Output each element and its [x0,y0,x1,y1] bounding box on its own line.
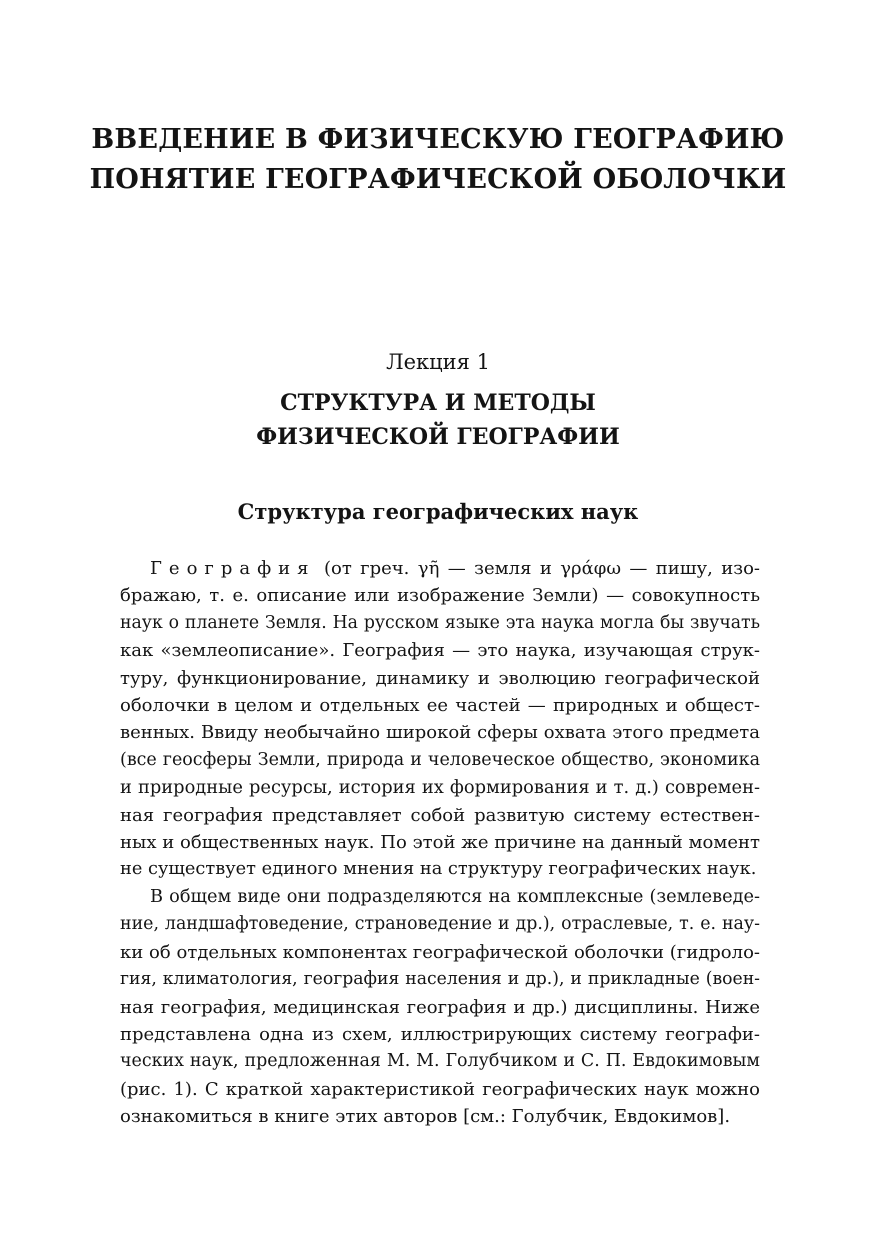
part-title-line: ПОНЯТИЕ ГЕОГРАФИЧЕСКОЙ ОБОЛОЧКИ [89,164,787,195]
defined-term: География [150,558,316,579]
body-text [120,555,760,1131]
lecture-label: Лекция 1 [386,350,490,374]
section-title: Структура географических наук [237,499,639,524]
paragraph-line: венных. Ввиду необычайно широкой сферы охвата этого предмета [120,722,760,744]
paragraph-line: ных и общественных наук. По этой же причине на данный момент [120,832,760,854]
paragraph-line: (все геосферы Земли, природа и человеческое общество, экономика [120,749,760,770]
paragraph-line: ческих наук, предложенная М. М. Голубчиком и С. П. Евдокимовым [120,1051,760,1072]
paragraph-line: не существует единого мнения на структуру географических наук. [120,859,757,880]
paragraph-line: ная география, медицинская география и др.) дисциплины. Ниже [120,996,760,1018]
paragraph-line: туру, функционирование, динамику и эволюцию географической [120,667,760,689]
paragraph-line: и природные ресурсы, история их формирования и т. д.) современ- [120,777,760,799]
paragraph-line: наук о планете Земля. На русском языке эта наука могла бы звучать [120,612,760,633]
paragraph-line: ки об отдельных компонентах географической оболочки (гидроло- [120,941,760,963]
paragraph-line: как «землеописание». География — это наука, изучающая струк- [120,640,760,662]
part-title [0,120,876,200]
lecture-title-line: СТРУКТУРА И МЕТОДЫ [280,390,596,416]
paragraph-line: ознакомиться в книге этих авторов [см.: Голубчик, Евдокимов]. [120,1106,731,1128]
paragraph-line: гия, климатология, география населения и др.), и прикладные (воен- [120,969,760,990]
paragraph [120,555,760,884]
lecture-title [0,386,876,454]
paragraph [120,884,760,1131]
line-text: (от греч. γῆ — земля и γράφω — пишу, изо- [323,558,760,579]
paragraph-line: В общем виде они подразделяются на комплексные (землеведе- [150,886,760,907]
part-title-line: ВВЕДЕНИЕ В ФИЗИЧЕСКУЮ ГЕОГРАФИЮ [91,124,785,155]
paragraph-line: ная география представляет собой развитую систему естествен- [120,804,760,826]
lecture-title-line: ФИЗИЧЕСКОЙ ГЕОГРАФИИ [256,424,620,450]
paragraph-line: оболочки в целом и отдельных ее частей — природных и общест- [120,695,760,717]
paragraph-line: бражаю, т. е. описание или изображение Земли) — совокупность [120,585,760,607]
paragraph-line: (рис. 1). С краткой характеристикой географических наук можно [120,1078,760,1100]
paragraph-line: представлена одна из схем, иллюстрирующих систему географи- [120,1023,760,1045]
paragraph-line [120,555,760,582]
paragraph-line: ние, ландшафтоведение, страноведение и др.), отраслевые, т. е. нау- [120,914,760,935]
